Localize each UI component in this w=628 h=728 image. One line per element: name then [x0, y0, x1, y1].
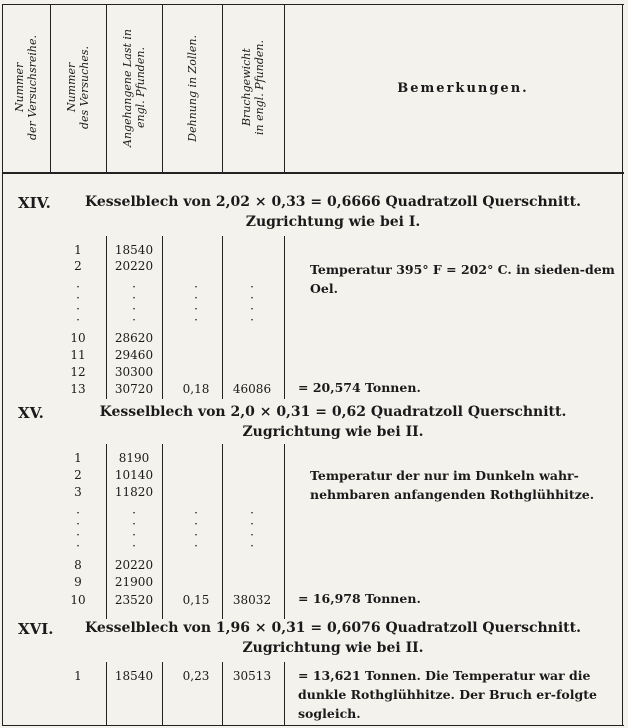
series-subtitle: Zugrichtung wie bei II.	[242, 424, 424, 440]
result-tons: = 13,621 Tonnen. Die Temperatur war die dunkle Rothglühhitze. Der Bruch er-folgte sogleich.	[298, 668, 597, 721]
series-subtitle: Zugrichtung wie bei II.	[242, 640, 424, 656]
series-number: XVI.	[18, 620, 54, 638]
col-header-trial: Nummer des Versuches.	[65, 46, 91, 130]
trial-number: 1	[74, 243, 82, 257]
trial-number: 2	[74, 468, 82, 482]
ellipsis-rows: · · · ·	[76, 280, 80, 327]
result-tons: = 16,978 Tonnen.	[298, 591, 421, 606]
trial-number: 1	[74, 451, 82, 465]
trial-number: 13	[70, 382, 86, 396]
col-divider	[162, 444, 163, 619]
ellipsis-rows: · · · ·	[194, 506, 198, 553]
series-title: Kesselblech von 2,02 × 0,33 = 0,6666 Quadratzoll Querschnitt.	[85, 194, 581, 210]
series-title: Kesselblech von 2,0 × 0,31 = 0,62 Quadratzoll Querschnitt.	[99, 404, 567, 420]
result-tons: = 20,574 Tonnen.	[298, 380, 421, 395]
remark-text: Temperatur der nur im Dunkeln wahr-nehmbaren anfangenden Rothglühhitze.	[310, 468, 595, 502]
stretch-value: 0,18	[182, 382, 210, 396]
break-load-value: 30513	[232, 669, 272, 683]
table-page	[2, 4, 624, 726]
series-number: XIV.	[18, 194, 51, 212]
trial-number: 2	[74, 259, 82, 273]
break-load-value: 38032	[232, 593, 272, 607]
col-header-remarks: Bemerkungen.	[397, 80, 529, 96]
load-value: 29460	[114, 348, 154, 362]
ellipsis-rows: · · · ·	[250, 280, 254, 327]
col-divider	[106, 236, 107, 399]
load-value: 18540	[114, 243, 154, 257]
load-value: 11820	[114, 485, 154, 499]
series-title: Kesselblech von 1,96 × 0,31 = 0,6076 Quadratzoll Querschnitt.	[85, 620, 581, 636]
header-rule	[2, 172, 624, 174]
load-value: 30720	[114, 382, 154, 396]
trial-number: 10	[70, 331, 86, 345]
trial-number: 9	[74, 575, 82, 589]
col-divider	[162, 662, 163, 726]
ellipsis-rows: · · · ·	[76, 506, 80, 553]
break-load-value: 46086	[232, 382, 272, 396]
load-value: 8190	[118, 451, 150, 465]
ellipsis-rows: · · · ·	[132, 280, 136, 327]
trial-number: 3	[74, 485, 82, 499]
col-header-stretch: Dehnung in Zollen.	[185, 34, 199, 142]
col-header-break: Bruchgewicht in engl. Pfunden.	[240, 40, 266, 136]
ellipsis-rows: · · · ·	[132, 506, 136, 553]
trial-number: 12	[70, 365, 86, 379]
trial-number: 11	[70, 348, 86, 362]
load-value: 23520	[114, 593, 154, 607]
load-value: 28620	[114, 331, 154, 345]
load-value: 18540	[114, 669, 154, 683]
stretch-value: 0,15	[182, 593, 210, 607]
col-divider	[162, 236, 163, 399]
trial-number: 8	[74, 558, 82, 572]
ellipsis-rows: · · · ·	[250, 506, 254, 553]
series-number: XV.	[18, 404, 44, 422]
series-subtitle: Zugrichtung wie bei I.	[245, 214, 421, 230]
load-value: 20220	[114, 259, 154, 273]
load-value: 10140	[114, 468, 154, 482]
col-header-load: Angehangene Last in engl. Pfunden.	[121, 29, 147, 147]
table-rule-top	[2, 4, 624, 5]
col-header-series: Nummer der Versuchsreihe.	[13, 35, 39, 141]
col-divider	[284, 236, 285, 399]
col-divider	[284, 444, 285, 619]
col-divider	[106, 662, 107, 726]
ellipsis-rows: · · · ·	[194, 280, 198, 327]
remark-text: Temperatur 395° F = 202° C. in sieden-dem Oel.	[310, 262, 615, 296]
trial-number: 10	[70, 593, 86, 607]
load-value: 30300	[114, 365, 154, 379]
table-rule-bottom	[2, 725, 624, 726]
col-divider	[284, 662, 285, 726]
trial-number: 1	[74, 669, 82, 683]
stretch-value: 0,23	[182, 669, 210, 683]
load-value: 20220	[114, 558, 154, 572]
col-divider	[106, 444, 107, 619]
load-value: 21900	[114, 575, 154, 589]
col-divider	[284, 4, 285, 174]
